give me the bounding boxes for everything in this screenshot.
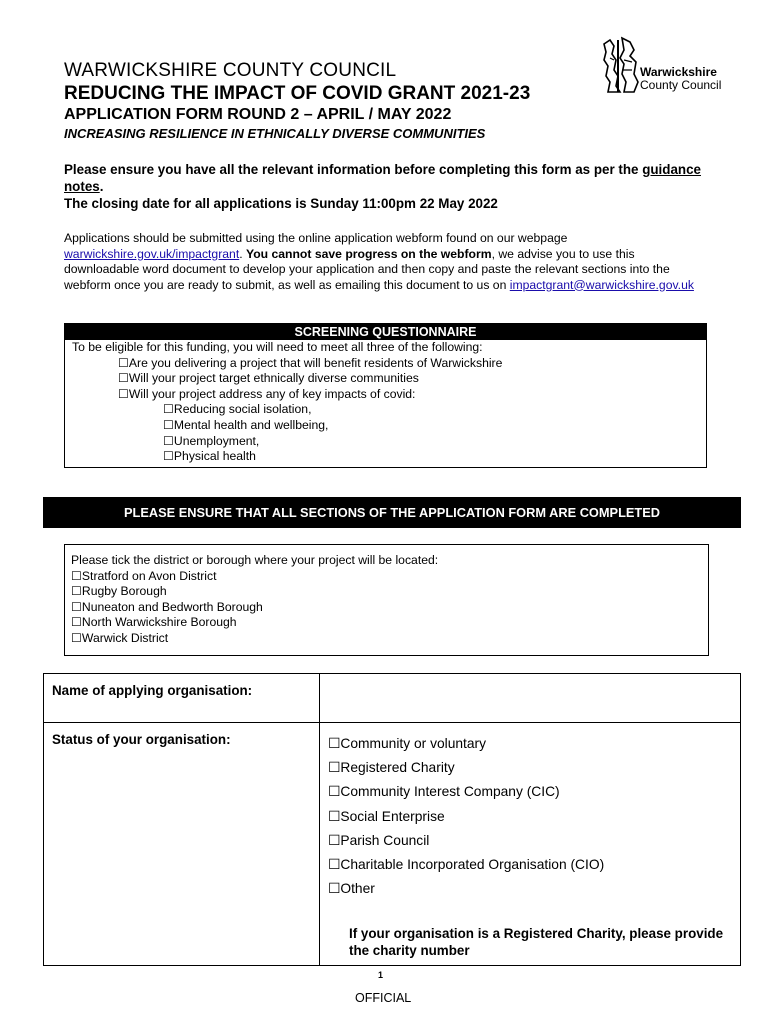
subtitle: INCREASING RESILIENCE IN ETHNICALLY DIVERSE COMMUNITIES — [64, 126, 486, 141]
status-options — [328, 732, 604, 901]
organisation-table — [43, 673, 741, 966]
covid-impact-checkbox[interactable]: ☐Reducing social isolation, — [163, 402, 312, 417]
column-divider — [319, 674, 320, 965]
screening-intro: To be eligible for this funding, you will need to meet all three of the following: — [72, 340, 483, 354]
intro-text-2: . — [239, 246, 246, 261]
screening-checkbox[interactable]: ☐Will your project target ethnically diverse communities — [118, 371, 419, 386]
page-number: 1 — [378, 970, 384, 980]
status-checkbox[interactable]: ☐Parish Council — [328, 832, 430, 848]
submission-instructions — [64, 231, 709, 293]
status-checkbox[interactable]: ☐Charitable Incorporated Organisation (CIO) — [328, 857, 605, 873]
covid-impact-checkbox[interactable]: ☐Physical health — [163, 449, 256, 464]
completion-banner: PLEASE ENSURE THAT ALL SECTIONS OF THE APPLICATION FORM ARE COMPLETED — [43, 497, 741, 528]
email-link[interactable]: impactgrant@warwickshire.gov.uk — [509, 277, 694, 292]
bear-and-staff-icon — [600, 36, 640, 94]
district-checkbox[interactable]: ☐Warwick District — [71, 630, 169, 645]
district-checkbox[interactable]: ☐Nuneaton and Bedworth Borough — [71, 599, 263, 614]
district-selection — [64, 544, 709, 656]
district-checkbox[interactable]: ☐Rugby Borough — [71, 584, 167, 599]
status-checkbox[interactable]: ☐Community Interest Company (CIC) — [328, 784, 560, 800]
covid-impact-checkbox[interactable]: ☐Mental health and wellbeing, — [163, 417, 329, 432]
org-name-input[interactable] — [321, 675, 739, 721]
webpage-link[interactable]: warwickshire.gov.uk/impactgrant — [64, 246, 240, 261]
screening-heading: SCREENING QUESTIONNAIRE — [65, 324, 706, 340]
guidance-notes-link[interactable]: guidance notes — [64, 162, 701, 194]
closing-date: The closing date for all applications is Sunday 11:00pm 22 May 2022 — [64, 196, 498, 211]
council-heading: WARWICKSHIRE COUNTY COUNCIL — [64, 60, 397, 81]
district-checkbox[interactable]: ☐Stratford on Avon District — [71, 568, 217, 583]
round-heading: APPLICATION FORM ROUND 2 – APRIL / MAY 2022 — [64, 106, 452, 123]
screening-questionnaire — [64, 323, 707, 468]
guidance-notice — [64, 161, 714, 212]
grant-title: REDUCING THE IMPACT OF COVID GRANT 2021-23 — [64, 83, 531, 104]
notice-text: Please ensure you have all the relevant information before completing this form as per the — [64, 162, 643, 177]
intro-text-3: , we advise you to use this downloadable word document to develop your application and then copy and paste the relevant sections into the webform once you are ready to submit, as well as emailing this document to us on — [64, 246, 670, 292]
org-status-label: Status of your organisation: — [52, 732, 231, 747]
status-checkbox[interactable]: ☐Social Enterprise — [328, 808, 445, 824]
screening-checkbox[interactable]: ☐Are you delivering a project that will benefit residents of Warwickshire — [118, 355, 503, 370]
screening-checkbox[interactable]: ☐Will your project address any of key impacts of covid: — [118, 386, 416, 401]
status-checkbox[interactable]: ☐Other — [328, 881, 375, 897]
org-name-label: Name of applying organisation: — [52, 683, 253, 698]
intro-warning: You cannot save progress on the webform — [245, 246, 492, 261]
status-checkbox[interactable]: ☐Registered Charity — [328, 760, 455, 776]
logo-subtitle: County Council — [640, 78, 722, 92]
district-prompt: Please tick the district or borough where your project will be located: — [71, 553, 439, 567]
charity-number-prompt: If your organisation is a Registered Charity, please provide the charity number — [349, 926, 724, 958]
classification-label: OFFICIAL — [355, 991, 412, 1005]
logo-name: Warwickshire — [640, 65, 717, 79]
covid-impact-checkbox[interactable]: ☐Unemployment, — [163, 433, 260, 448]
status-checkbox[interactable]: ☐Community or voluntary — [328, 736, 487, 751]
notice-end: . — [99, 179, 104, 194]
intro-text-1: Applications should be submitted using the online application webform found on our webpage — [64, 231, 568, 245]
district-checkbox[interactable]: ☐North Warwickshire Borough — [71, 615, 237, 630]
